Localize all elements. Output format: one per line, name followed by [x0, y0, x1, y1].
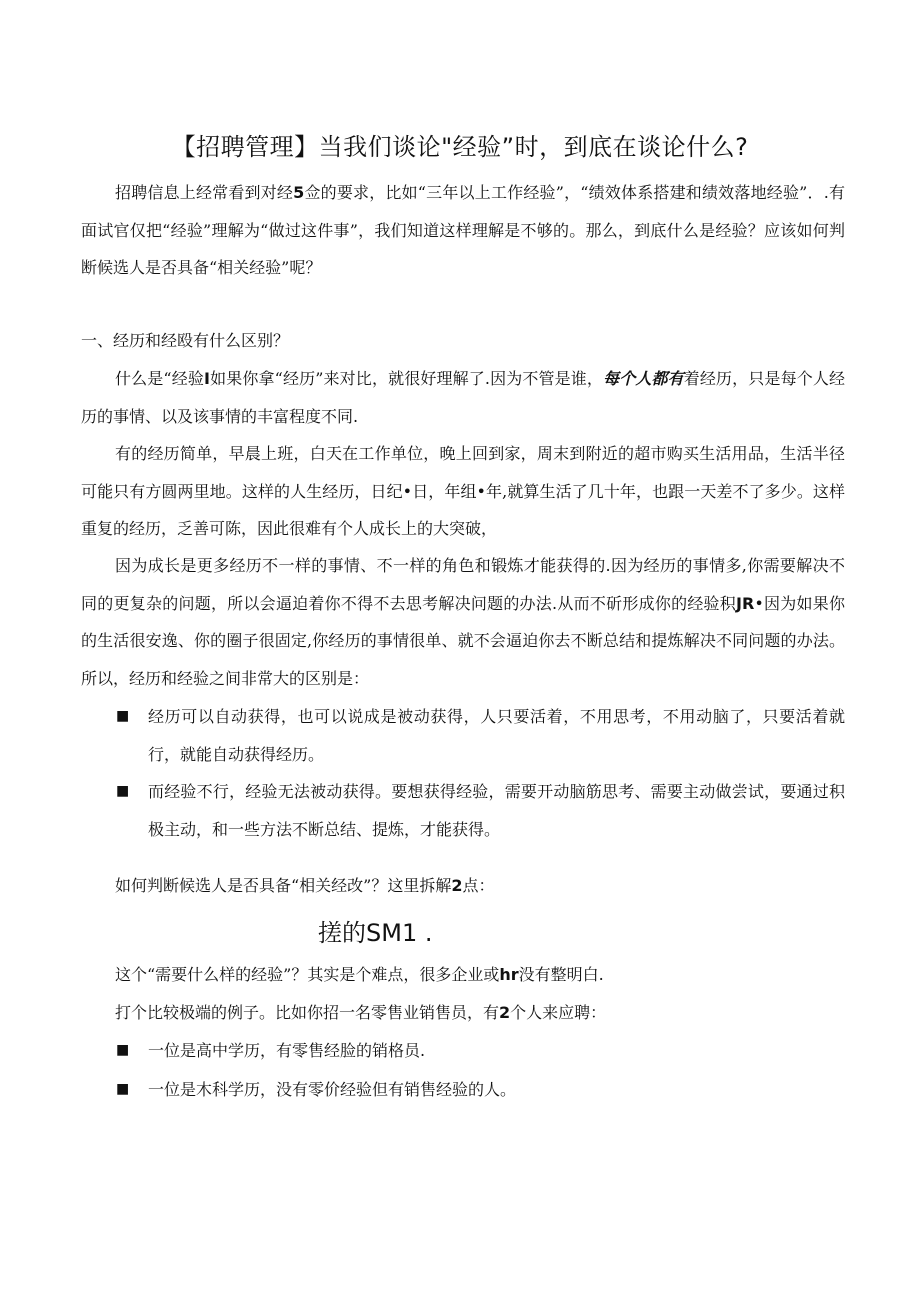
- s2p2-part-b: 2: [499, 1003, 511, 1022]
- p3-part-b: JR: [736, 593, 755, 613]
- lead-part-c: 点：: [462, 876, 495, 895]
- section1-paragraph-2: 有的经历简单，早晨上班，白天在工作单位，晚上回到家，周末到附近的超市购买生活用品，生活半径可能只有方圆两里地。这样的人生经历，日纪•日，年组•年,就算生活了几十年，也跟一天差不了多少。这样重复的经历，乏善可陈，因此很难有个人成长上的大突破，: [81, 444, 845, 538]
- p1-part-a: 什么是“经验: [115, 369, 204, 388]
- s2p2-part-a: 打个比较极端的例子。比如你招一名零售业销售员，有: [115, 1003, 500, 1022]
- p1-part-b: I: [204, 369, 210, 388]
- section2-paragraph-1: [81, 956, 845, 994]
- p1-part-d: 着经历，只是每个人经历的事情、以及该事情的丰富程度不同.: [81, 369, 845, 426]
- s2p1-part-c: 没有整明白.: [518, 965, 604, 984]
- section1-paragraph-3: [81, 547, 845, 697]
- intro-rest: 佥的要求，比如“三年以上工作经验”，“绩效体系搭建和绩效落地经验”．.有面试官仅把“经验”理解为“做过这件事”，我们知道这样理解是不够的。那么，到底什么是经验？应该如何判断候选人是否具备“相关经验”呢？: [81, 183, 845, 277]
- intro-number: 5: [293, 183, 305, 202]
- bullet-square-icon: ■: [116, 1081, 130, 1097]
- lead-part-a: 如何判断候选人是否具备“相关经改”？这里拆解: [115, 876, 452, 895]
- section2-bullet-1: [116, 1032, 845, 1070]
- p1-emphasis: 每个人都有: [603, 369, 684, 388]
- bullet-text: 一位是木科学历，没有零价经验但有销售经验的人。: [148, 1080, 517, 1099]
- intro-text: 招聘信息上经常看到对经: [115, 183, 294, 202]
- section1-bullet-2: [116, 773, 845, 848]
- lead-part-b: 2: [451, 876, 463, 895]
- p3-part-a: 因为成长是更多经历不一样的事情、不一样的角色和锻炼才能获得的.因为经历的事情多,你需要解决不同的更复杂的问题，所以会逼迫着你不得不去思考解决问题的办法.从而不斫形成你的经验积: [81, 556, 845, 613]
- s2p1-part-a: 这个“需要什么样的经验”？其实是个难点，很多企业或: [115, 965, 500, 984]
- section2-lead: [81, 867, 845, 905]
- p3-part-c: •因为如果你的生活很安逸、你的圈子很固定,你经历的事情很单、就不会逼迫你去不断总结和提炼解决不同问题的办法。所以，经历和经验之间非常大的区别是：: [81, 593, 845, 688]
- section2-bullet-2: [116, 1071, 845, 1109]
- s2p2-part-c: 个人来应聘：: [510, 1003, 607, 1022]
- section2-subheading: 搓的SM1 .: [318, 919, 433, 947]
- section1-paragraph-1: [81, 360, 845, 435]
- section2-paragraph-2: [81, 994, 845, 1032]
- bullet-square-icon: ■: [116, 708, 130, 724]
- bullet-text: 而经验不行，经验无法被动获得。要想获得经验，需要开动脑筋思考、需要主动做尝试，要通过积极主动，和一些方法不断总结、提炼，才能获得。: [148, 782, 845, 839]
- p1-part-c: 如果你拿“经历”来对比，就很好理解了.因为不管是谁，: [209, 369, 604, 388]
- page-title: 【招聘管理】当我们谈论"经验”时，到底在谈论什么?: [171, 133, 749, 161]
- bullet-text: 经历可以自动获得，也可以说成是被动获得，人只要活着，不用思考，不用动脑了，只要活着就行，就能自动获得经历。: [148, 707, 845, 764]
- s2p1-part-b: hr: [499, 965, 519, 984]
- bullet-square-icon: ■: [116, 783, 130, 799]
- intro-paragraph: [81, 174, 845, 287]
- section1-heading: 一、经历和经殴有什么区别？: [81, 331, 290, 350]
- bullet-text: 一位是高中学历，有零售经脸的销格员.: [148, 1041, 426, 1060]
- section1-bullet-1: [116, 698, 845, 773]
- bullet-square-icon: ■: [116, 1042, 130, 1058]
